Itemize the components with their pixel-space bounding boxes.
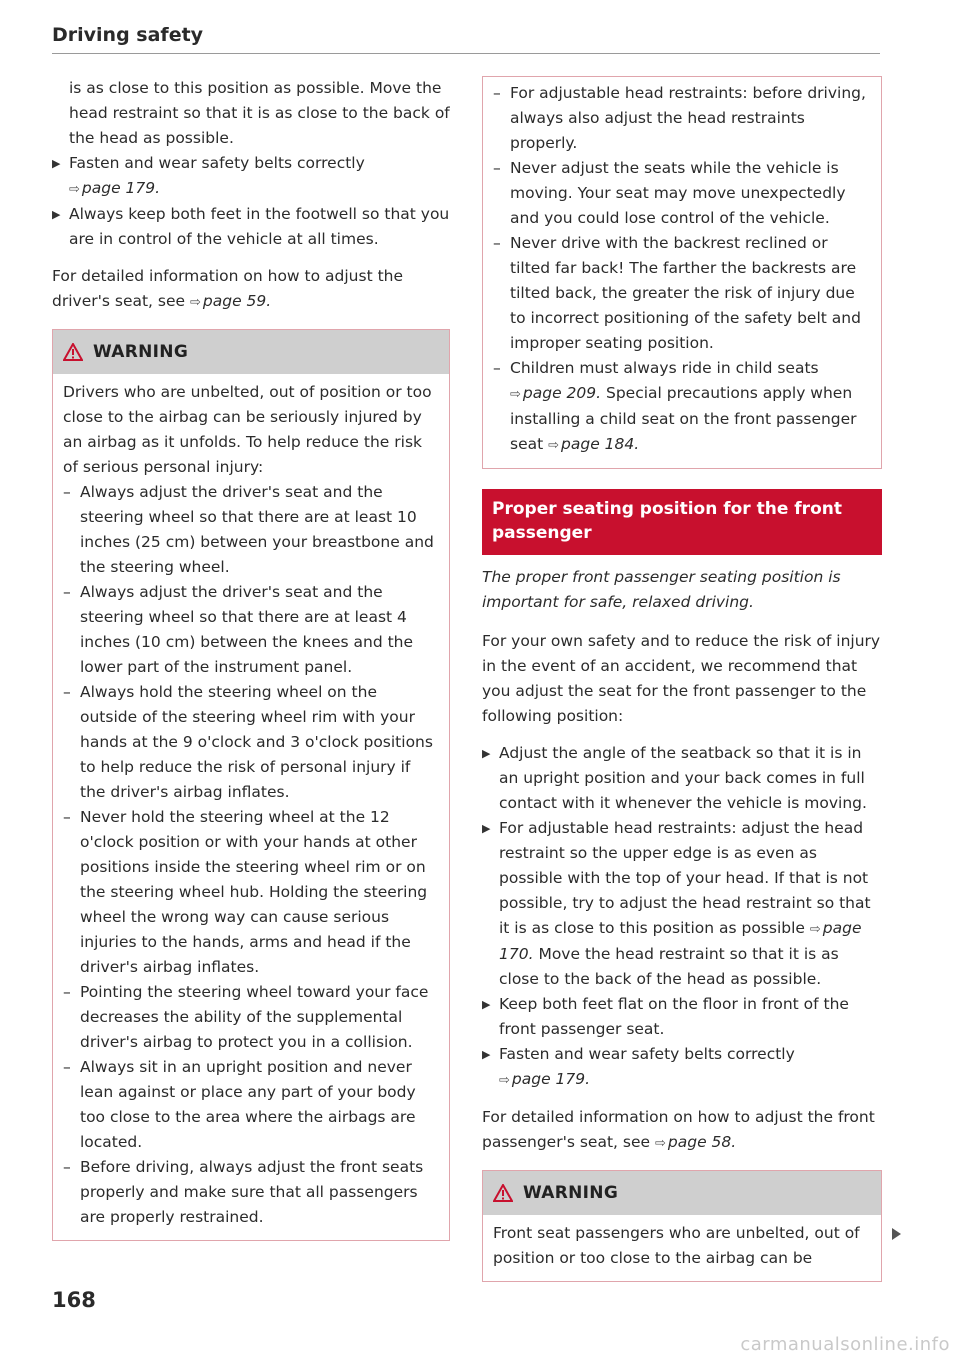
bullet-item: ▶ Fasten and wear safety belts correctly ⇨ page 179. — [482, 1042, 882, 1093]
warning-item: – Before driving, always adjust the front seats properly and make sure that all passengers are properly restrained. — [63, 1158, 424, 1226]
warning-item: – Children must always ride in child seats ⇨ page 209. Special precautions apply when installing a child seat on the front passenger seat ⇨ page 184. — [493, 356, 869, 458]
paragraph: For detailed information on how to adjust the driver's seat, see ⇨ page 59. — [52, 264, 450, 315]
warning-item: – Never adjust the seats while the vehicle is moving. Your seat may move unexpectedly and you could lose control of the vehicle. — [493, 159, 846, 227]
left-column — [52, 76, 450, 1241]
bullet-item: ▶ Fasten and wear safety belts correctly ⇨ page 179. — [52, 151, 450, 202]
warning-item: – Always sit in an upright position and never lean against or place any part of your body too close to the area where the airbags are located. — [63, 1058, 416, 1151]
page-reference-link[interactable]: ⇨ page 59. — [190, 292, 271, 310]
warning-item: – Never hold the steering wheel at the 12 o'clock position or with your hands at other positions inside the steering wheel rim or on the steering wheel hub. Holding the steering wheel the wrong way can cause serious injuries to the hands, arms and head if the driver's airbag inflates. — [63, 808, 428, 976]
page-reference-link[interactable]: ⇨ page 179. — [499, 1070, 590, 1088]
continue-arrow-icon — [892, 1228, 901, 1240]
warning-item: – Always adjust the driver's seat and the steering wheel so that there are at least 10 inches (25 cm) between your breastbone and the steering wheel. — [63, 483, 434, 576]
arrow-right-icon: ⇨ — [809, 922, 821, 937]
page-reference-link[interactable]: ⇨ page 170. — [499, 919, 862, 963]
warning-item: – Always hold the steering wheel on the outside of the steering wheel rim with your hands at the 9 o'clock and 3 o'clock positions to help reduce the risk of personal injury if the driver's airbag inflates. — [63, 683, 433, 801]
warning-title: WARNING — [523, 1182, 619, 1203]
warning-item: – Always adjust the driver's seat and the steering wheel so that there are at least 4 inches (10 cm) between the knees and the lower part of the instrument panel. — [63, 583, 414, 676]
warning-body — [483, 1215, 881, 1281]
bullet-item: ▶ Keep both feet flat on the floor in front of the front passenger seat. — [482, 992, 882, 1042]
triangle-bullet-icon: ▶ — [52, 208, 61, 221]
warning-item: – Pointing the steering wheel toward your face decreases the ability of the supplemental driver's airbag to protect you in a collision. — [63, 983, 429, 1051]
warning-box — [482, 1170, 882, 1282]
section-title: Driving safety — [52, 24, 204, 46]
triangle-bullet-icon: ▶ — [482, 1048, 491, 1061]
header-divider — [52, 53, 880, 54]
warning-box — [52, 329, 450, 1241]
arrow-right-icon: ⇨ — [499, 1073, 510, 1088]
warning-header — [483, 1171, 881, 1215]
right-column — [482, 76, 882, 1282]
paragraph: For detailed information on how to adjust the front passenger's seat, see ⇨ page 58. — [482, 1105, 882, 1156]
triangle-bullet-icon: ▶ — [52, 157, 61, 170]
bullet-item: ▶ For adjustable head restraints: adjust the head restraint so the upper edge is as even as possible with the top of your head. If that is not possible, try to adjust the head restraint so that it is as close to this position as possible ⇨ page 170. Move the head restraint so that it is as close to the back of the head as possible. — [482, 816, 882, 992]
arrow-right-icon: ⇨ — [655, 1136, 666, 1151]
arrow-right-icon: ⇨ — [69, 182, 80, 197]
arrow-right-icon: ⇨ — [190, 295, 201, 310]
triangle-bullet-icon: ▶ — [482, 747, 491, 760]
warning-body — [53, 374, 449, 1240]
warning-triangle-icon — [493, 1184, 513, 1202]
warning-text: Front seat passengers who are unbelted, out of position or too close to the airbag can be — [493, 1224, 860, 1267]
paragraph: For your own safety and to reduce the risk of injury in the event of an accident, we recommend that you adjust the seat for the front passenger to the following position: — [482, 632, 881, 725]
paragraph: is as close to this position as possible. Move the head restraint so that it is as close to the back of the head as possible. — [69, 79, 450, 147]
warning-continuation-box — [482, 76, 882, 469]
warning-header — [53, 330, 449, 374]
warning-item: – Never drive with the backrest reclined or tilted far back! The farther the backrests are tilted back, the greater the risk of injury due to incorrect positioning of the safety belt and improper seating position. — [493, 234, 861, 352]
section-intro: The proper front passenger seating position is important for safe, relaxed driving. — [482, 568, 841, 611]
page-reference-link[interactable]: ⇨ page 209. — [510, 384, 601, 402]
warning-intro: Drivers who are unbelted, out of position or too close to the airbag can be seriously injured by an airbag as it unfolds. To help reduce the risk of serious personal injury: — [63, 383, 432, 476]
page-number: 168 — [52, 1288, 96, 1312]
arrow-right-icon: ⇨ — [510, 387, 521, 402]
section-heading: Proper seating position for the front passenger — [482, 489, 882, 555]
page-reference-link[interactable]: ⇨ page 179. — [69, 179, 160, 197]
watermark: carmanualsonline.info — [740, 1334, 950, 1355]
bullet-item: ▶ Adjust the angle of the seatback so that it is in an upright position and your back comes in full contact with it whenever the vehicle is moving. — [482, 741, 882, 816]
warning-triangle-icon — [63, 343, 83, 361]
page-reference-link[interactable]: ⇨ page 184. — [548, 435, 639, 453]
triangle-bullet-icon: ▶ — [482, 822, 491, 835]
warning-item: – For adjustable head restraints: before driving, always also adjust the head restraints properly. — [493, 84, 866, 152]
triangle-bullet-icon: ▶ — [482, 998, 491, 1011]
warning-title: WARNING — [93, 341, 189, 362]
bullet-item: ▶ Always keep both feet in the footwell so that you are in control of the vehicle at all times. — [52, 202, 450, 252]
arrow-right-icon: ⇨ — [548, 438, 560, 453]
page-reference-link[interactable]: ⇨ page 58. — [655, 1133, 736, 1151]
